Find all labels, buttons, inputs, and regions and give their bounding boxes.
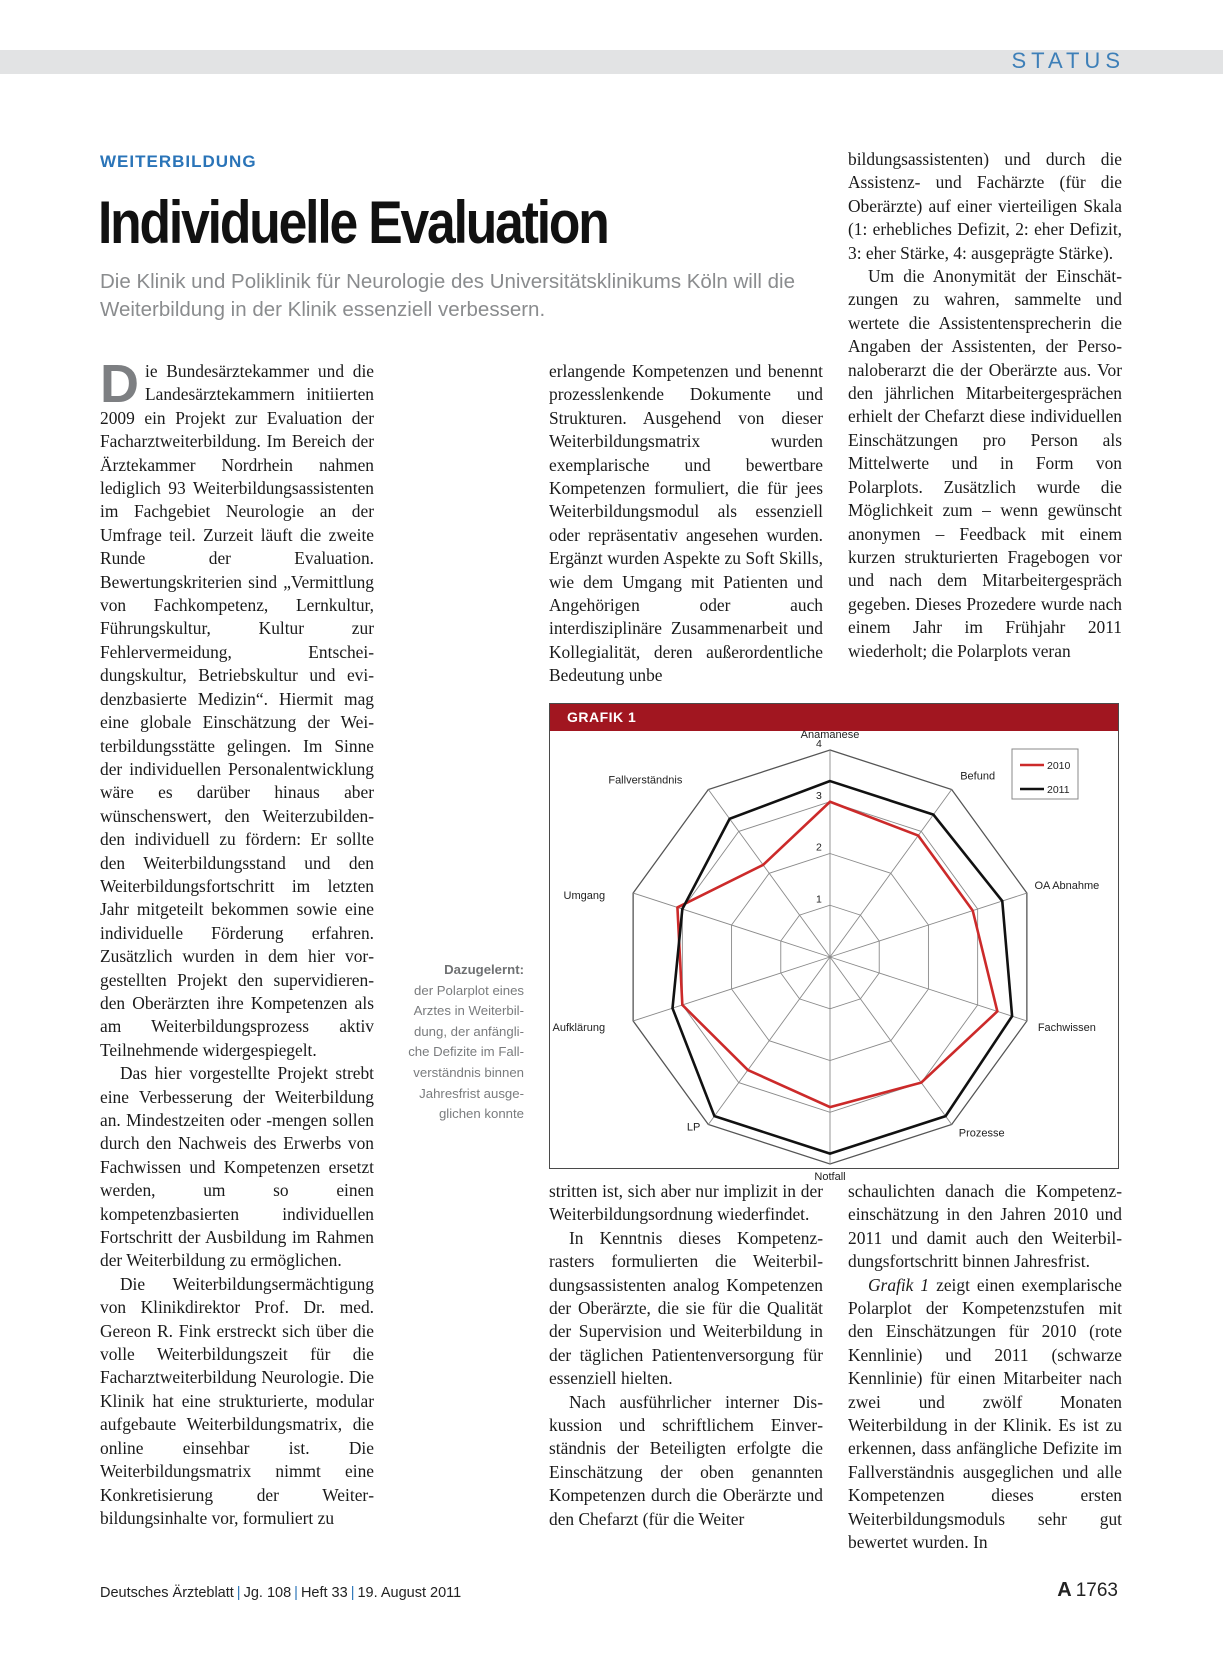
journal-date: 19. August 2011 — [357, 1585, 462, 1601]
journal-name: Deutsches Ärzteblatt — [100, 1585, 234, 1601]
legend-label: 2011 — [1047, 784, 1070, 796]
figure-reference: Grafik 1 — [868, 1274, 930, 1295]
caption-text: der Polarplot eines Arztes in Weiterbildung, der anfängliche Defizite im Fallverständnis binnen Jahresfrist ausgeglichen konnte — [408, 982, 524, 1122]
axis-label: OA Abnahme — [1034, 880, 1100, 893]
tick-label: 3 — [816, 789, 822, 802]
axis-label: Notfall — [814, 1171, 846, 1183]
tick-label: 4 — [816, 738, 822, 750]
drop-cap: D — [100, 354, 139, 414]
text-column-3-top — [848, 148, 1122, 663]
caption-title: Dazugelernt: — [444, 962, 524, 977]
text-column-1 — [100, 354, 374, 1530]
page-prefix: A — [1057, 1579, 1072, 1601]
article-kicker: WEITERBILDUNG — [100, 152, 257, 171]
tick-label: 1 — [816, 893, 822, 906]
paragraph: stritten ist, sich aber nur implizit in der Weiterbildungsordnung wiederfindet. — [549, 1181, 823, 1225]
paragraph: Die Weiterbildungsermächtigung von Klinikdirektor Prof. Dr. med. Gereon R. Fink erstreckt sich über die volle Weiterbildungszeit für die Facharztweiterbildung Neurologie. Die Klinik hat eine strukturierte, modular aufgebaute Weiterbildungsmatrix, die online einsehbar ist. Die Weiterbildungsmatrix nimmt eine Konkretisierung der Weiterbildungsinhalte vor, formuliert zu — [100, 1273, 374, 1528]
page-footer: Deutsches Ärzteblatt | Jg. 108 | Heft 33 | 19. August 2011 — [100, 1585, 462, 1601]
axis-label: Prozesse — [958, 1127, 1005, 1140]
figure-label: GRAFIK 1 — [550, 704, 1118, 731]
figure-caption — [398, 960, 524, 1125]
journal-issue: Heft 33 — [300, 1585, 348, 1601]
paragraph: Das hier vorgestellte Projekt strebt eine Verbesserung der Weiterbildung an. Mindestzeiten oder -mengen sollen durch den Nachweis des Erwerbs von Fachwissen und Kompetenzen ersetzt werden, um so einen kompetenzbasierten individuellen Fortschritt der Ausbildung im Rahmen der Weiterbildung zu ermöglichen. — [100, 1063, 374, 1271]
grid-spoke — [708, 790, 830, 957]
journal-volume: Jg. 108 — [243, 1585, 292, 1601]
page-number — [1057, 1579, 1118, 1602]
paragraph — [848, 1274, 1122, 1555]
article-lead: Die Klinik und Poliklinik für Neurologie des Universitätsklinikums Köln will die Weiterbildung in der Klinik essenziell verbessern. — [100, 270, 796, 321]
paragraph: erlangende Kompetenzen und benennt prozesslenkende Dokumente und Strukturen. Ausgehend von dieser Weiterbildungsmatrix wurden exemplarische und bewertbare Kompetenzen formuliert, die für jees Weiterbildungsmodul als essenziell oder repräsentativ angesehen wurden. Ergänzt wurden Aspekte zu Soft Skills, wie dem Umgang mit Patienten und Angehörigen oder auch interdisziplinäre Zusammenarbeit und Kollegialität, deren außerordentliche Bedeutung unbe — [549, 361, 823, 686]
paragraph: Um die Anonymität der Einschätzungen zu wahren, sammelte und wertete die Assistentensprecherin die Angaben der Assistenten, der Personaloberarzt die der Oberärzte aus. Vor den jährlichen Mitarbeitergesprächen erhielt der Chefarzt diese individuellen Einschätzungen pro Person als Mittelwerte und in Form von Polarplots. Zusätzlich wurde die Möglichkeit zum – wenn gewünscht anonymen – Feedback mit einem kurzen strukturierten Fragebogen vor und nach dem Mitarbeitergespräch gegeben. Dieses Prozedere wurde nach einem Jahr im Frühjahr 2011 wiederholt; die Polarplots veran — [848, 266, 1122, 661]
section-label: STATUS — [1011, 48, 1125, 73]
paragraph-text: zeigt einen exemplarische Polarplot der Kompetenzstufen mit den Einschätzungen für 2010 (rote Kennlinie) und 2011 (schwarze Kennlinie) für einen Mitarbeiter nach zwei und zwölf Monaten Weiterbildung in der Klinik. Es ist zu erkennen, dass anfängliche Defizite im Fallverständnis ausgeglichen und alle Kompetenzen dieses ersten Weiterbildungsmoduls sehr gut bewertet wurden. In — [848, 1274, 1122, 1553]
axis-label: Aufklärung — [552, 1021, 606, 1034]
series-line-2011 — [673, 781, 1013, 1154]
legend-label: 2010 — [1047, 760, 1071, 772]
article-title: Individuelle Evaluation — [98, 189, 608, 256]
tick-label: 2 — [816, 841, 822, 854]
paragraph-text: ie Bundesärztekammer und die Landesärztekammern initiierten 2009 ein Projekt zur Evaluation der Facharztweiterbildung. Im Bereich der Ärztekammer Nordrhein nahmen lediglich 93 Weiterbildungsassistenten im Fachgebiet Neurologie an der Umfrage teil. Zurzeit läuft die zweite Runde der Evaluation. Bewertungskriterien sind „Vermittlung von Fachkompetenz, Lernkultur, Führungskultur, Kultur zur Fehlervermeidung, Entscheidungskultur, Betriebskultur und evidenzbasierte Medizin“. Hiermit mag eine globale Einschätzung der Weiterbildungsstätte gelingen. Im Sinne der individuellen Personalentwicklung wäre es darüber hinaus aber wünschenswert, den Weiterzubildenden individuell zu fördern: Er sollte den Weiterbildungsstand und den Weiterbildungsfortschritt im letzten Jahr mitgeteilt bekommen sowie eine individuelle Förderung erfahren. Zusätzlich wurden in dem hier vorgestellten Projekt den supervidierenden Oberärzten ihre Kompetenzen als am Weiterbildungsprozess aktiv Teilnehmende widergespiegelt. — [100, 361, 374, 1060]
radar-chart — [550, 729, 1118, 1183]
figure-grafik-1 — [549, 703, 1119, 1183]
paragraph — [100, 354, 374, 1062]
text-column-2-bottom — [549, 1180, 823, 1531]
text-column-3-bottom — [848, 1180, 1122, 1555]
axis-label: Anamanese — [800, 729, 860, 741]
paragraph: bildungsassistenten) und durch die Assistenz- und Fachärzte (für die Oberärzte) auf einer vierteiligen Skala (1: erhebliches Defizit, 2: eher Defizit, 3: eher Stärke, 4: ausgeprägte Stärke). — [848, 149, 1122, 263]
axis-label: Befund — [960, 770, 996, 783]
axis-label: Fachwissen — [1037, 1021, 1096, 1034]
axis-label: LP — [686, 1121, 701, 1134]
paragraph: Nach ausführlicher interner Diskussion und schriftlichem Einverständnis der Beteiligten erfolgte die Einschätzung der oben genannten Kompetenzen durch die Oberärzte und den Chefarzt (für die Weiter — [549, 1391, 823, 1529]
paragraph: In Kenntnis dieses Kompetenzrasters formulierten die Weiterbildungsassistenten analog Kompetenzen der Oberärzte, die sie für die Qualität der Supervision und Weiterbildung in der täglichen Patientenversorgung für essenziell hielten. — [549, 1227, 823, 1389]
page-number-value: 1763 — [1075, 1580, 1118, 1601]
text-column-2-top — [549, 360, 823, 688]
axis-label: Umgang — [563, 890, 606, 903]
grid-spoke — [830, 957, 952, 1124]
axis-label: Fallverständnis — [608, 774, 683, 787]
paragraph: schaulichten danach die Kompetenzeinschätzung in den Jahren 2010 und 2011 und damit auch den Weiterbildungsfortschritt binnen Jahresfrist. — [848, 1181, 1122, 1272]
